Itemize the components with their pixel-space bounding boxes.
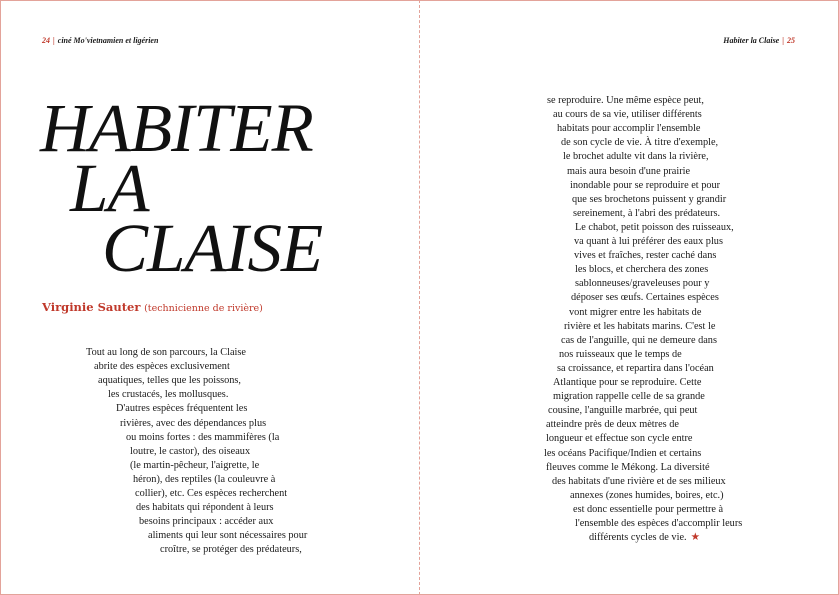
body-left-line: collier), etc. Ces espèces recherchent xyxy=(135,488,288,499)
body-right-line: cousine, l'anguille marbrée, qui peut xyxy=(548,405,698,417)
body-right-line: vives et fraîches, rester caché dans xyxy=(574,250,717,262)
end-star-icon: ★ xyxy=(690,532,700,544)
body-right-line: longueur et effectue son cycle entre xyxy=(546,433,693,445)
body-right-line: mais aura besoin d'une prairie xyxy=(567,165,691,177)
body-right-line: nos ruisseaux que le temps de xyxy=(559,348,682,360)
body-right-line: l'ensemble des espèces d'accomplir leurs xyxy=(575,518,743,529)
page-number-right: 25 xyxy=(787,36,795,45)
body-right-line: va quant à lui préférer des eaux plus xyxy=(574,236,723,247)
body-right-line: annexes (zones humides, boires, etc.) xyxy=(570,489,724,501)
page-gutter xyxy=(419,0,420,595)
body-left-line: ou moins fortes : des mammifères (la xyxy=(126,431,280,443)
page-number-left: 24 xyxy=(42,36,50,45)
body-left-line: D'autres espèces fréquentent les xyxy=(116,403,248,415)
body-right-line: au cours de sa vie, utiliser différents xyxy=(553,109,702,121)
running-header-left-title: ciné Mo'vietnamien et ligérien xyxy=(57,36,159,45)
title-line-2: LA xyxy=(70,150,149,226)
body-left-line: (le martin-pêcheur, l'aigrette, le xyxy=(130,459,260,471)
body-right-line: les blocs, et cherchera des zones xyxy=(575,264,709,276)
article-title xyxy=(40,90,323,286)
body-right-line: cas de l'anguille, qui ne demeure dans xyxy=(561,334,717,346)
author-name: Virginie Sauter xyxy=(42,300,141,314)
body-left-line: abrite des espèces exclusivement xyxy=(94,361,230,373)
header-separator-left: | xyxy=(53,36,55,45)
body-right-line: de son cycle de vie. À titre d'exemple, xyxy=(561,137,719,149)
body-right-line: vont migrer entre les habitats de xyxy=(569,306,702,318)
body-right-line: fleuves comme le Mékong. La diversité xyxy=(546,461,710,473)
body-right-line: sereinement, à l'abri des prédateurs. xyxy=(573,207,721,219)
running-header-right-title: Habiter la Claise xyxy=(723,36,780,45)
body-left-line: Tout au long de son parcours, la Claise xyxy=(86,347,246,358)
body-left-line: rivières, avec des dépendances plus xyxy=(120,417,267,429)
header-separator-right: | xyxy=(782,36,784,45)
body-left-line: loutre, le castor), des oiseaux xyxy=(130,445,251,457)
body-right-line: Atlantique pour se reproduire. Cette xyxy=(553,377,702,388)
body-left-line: héron), des reptiles (la couleuvre à xyxy=(133,473,276,485)
body-right-line: migration rappelle celle de sa grande xyxy=(553,391,705,403)
body-left-line: des habitats qui répondent à leurs xyxy=(136,502,274,514)
body-right-line: atteindre près de deux mètres de xyxy=(546,419,679,431)
body-right-line: les océans Pacifique/Indien et certains xyxy=(544,447,702,459)
body-right-line: des habitats d'une rivière et de ses milieux xyxy=(552,475,726,487)
body-right-line: sablonneuses/graveleuses pour y xyxy=(575,278,710,290)
body-right-line: Le chabot, petit poisson des ruisseaux, xyxy=(575,221,734,233)
author-role: (technicienne de rivière) xyxy=(144,303,263,314)
body-right-line: que ses brochetons puissent y grandir xyxy=(572,193,727,205)
body-right-line: est donc essentielle pour permettre à xyxy=(573,503,724,515)
body-right-line: sa croissance, et repartira dans l'océan xyxy=(557,362,714,374)
body-right-line: le brochet adulte vit dans la rivière, xyxy=(563,151,709,163)
running-header-right xyxy=(723,36,795,45)
body-right-line: se reproduire. Une même espèce peut, xyxy=(547,95,704,106)
body-left-line: aliments qui leur sont nécessaires pour xyxy=(148,530,308,542)
title-line-1: HABITER xyxy=(40,90,313,166)
body-left-line: croître, se protéger des prédateurs, xyxy=(160,544,302,556)
body-left-line: aquatiques, telles que les poissons, xyxy=(98,375,241,387)
body-right-line: inondable pour se reproduire et pour xyxy=(570,179,721,191)
byline xyxy=(42,300,263,314)
body-right-line: déposer ses œufs. Certaines espèces xyxy=(571,292,719,304)
body-left-line: besoins principaux : accéder aux xyxy=(139,516,274,528)
body-right-line: différents cycles de vie. ★ xyxy=(589,532,700,544)
running-header-left xyxy=(42,36,158,45)
body-right-line: habitats pour accomplir l'ensemble xyxy=(557,123,701,135)
body-right-line: rivière et les habitats marins. C'est le xyxy=(564,320,716,332)
body-left-line: les crustacés, les mollusques. xyxy=(108,389,229,401)
title-line-3: CLAISE xyxy=(102,210,323,286)
